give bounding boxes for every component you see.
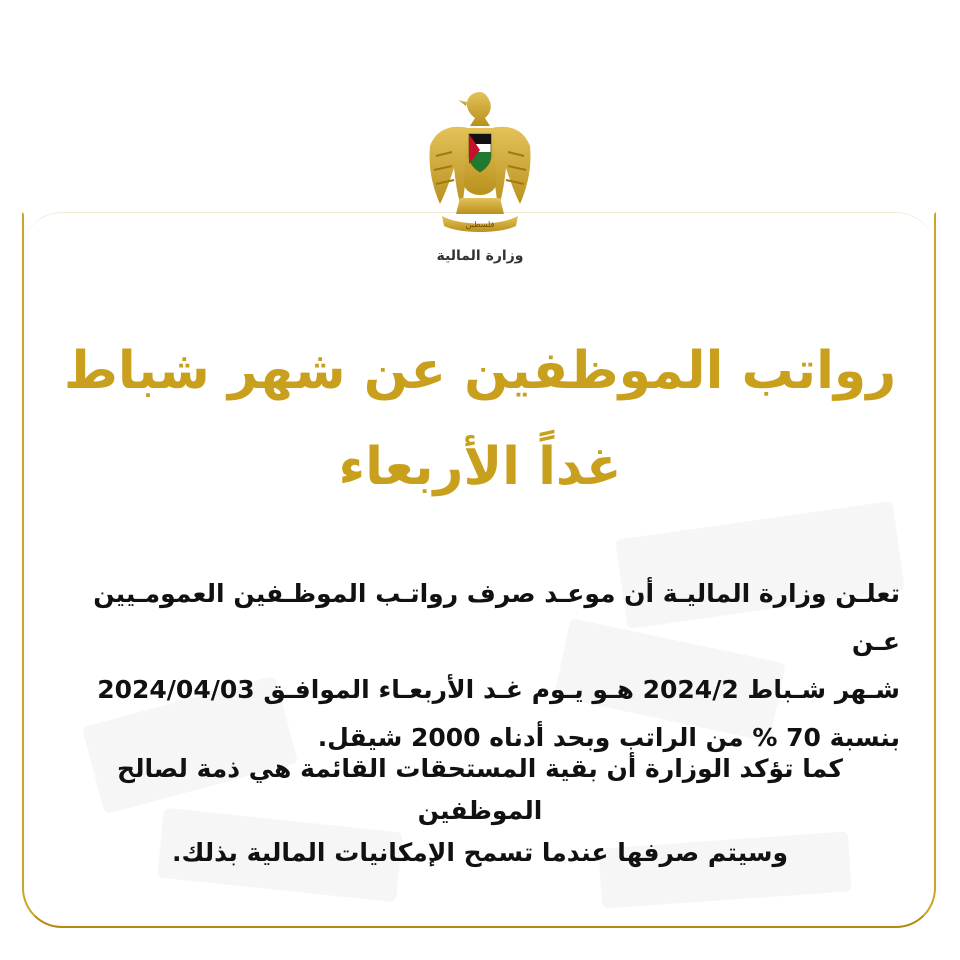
announcement-paragraph-1 xyxy=(60,570,900,762)
ministry-name: وزارة المالية xyxy=(436,248,524,264)
svg-text:فلسطين: فلسطين xyxy=(465,220,495,229)
headline-line-1: رواتب الموظفين عن شهر شباط xyxy=(63,341,897,401)
headline-line-2: غداً الأربعاء xyxy=(338,437,622,497)
paragraph-line: كما تؤكد الوزارة أن بقية المستحقات القائمة هي ذمة لصالح الموظفين xyxy=(117,754,843,825)
paragraph-line: وسيتم صرفها عندما تسمح الإمكانيات المالية بذلك. xyxy=(171,838,789,867)
paragraph-line: تعلـن وزارة الماليـة أن موعـد صرف رواتـب الموظـفين العمومـيين عـن xyxy=(93,579,900,656)
announcement-paragraph-2 xyxy=(80,748,880,874)
paragraph-line: بنسبة 70 % من الراتب وبحد أدناه 2000 شيقل. xyxy=(317,723,900,752)
paragraph-line: شـهر شـباط 2024/2 هـو يـوم غـد الأربعـاء الموافـق 2024/04/03 xyxy=(97,675,900,704)
palestinian-eagle-emblem-icon xyxy=(420,86,540,236)
